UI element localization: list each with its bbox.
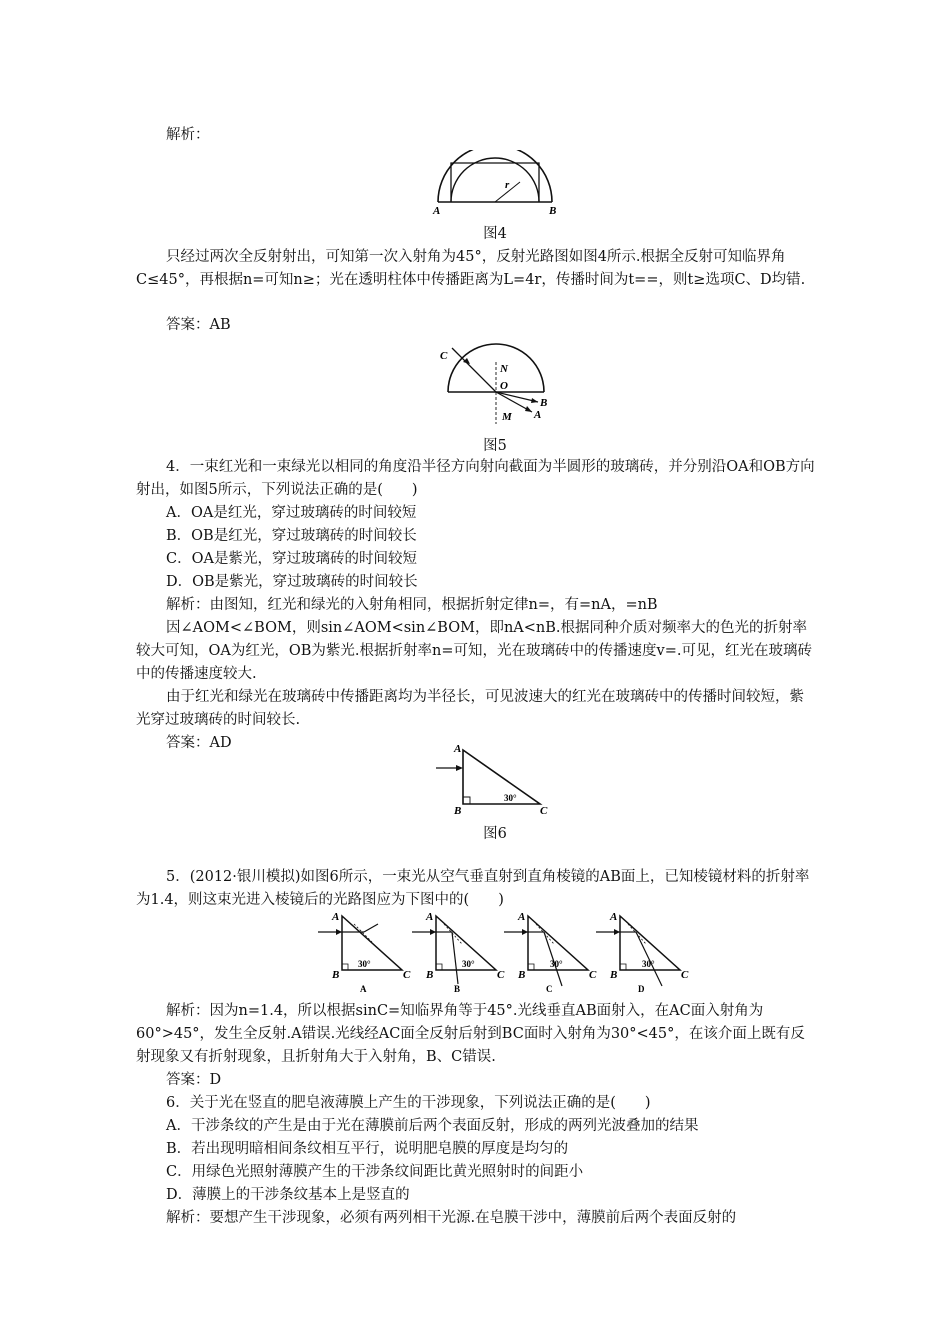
label-b: B [518, 969, 526, 981]
choice-diagram-a [312, 910, 414, 994]
arrow-oa [525, 406, 532, 412]
label-a: A [518, 911, 526, 923]
choice-letter: B [454, 984, 461, 994]
label-a: A [610, 911, 618, 923]
q4-option-b: B．OB是红光，穿过玻璃砖的时间较长 [166, 528, 417, 544]
arrow [522, 929, 528, 935]
angle-label: 30° [642, 959, 655, 969]
inner-semicircle [451, 158, 539, 202]
normal [354, 924, 372, 942]
label-c: C [403, 969, 411, 981]
figure-5 [430, 336, 560, 428]
figure-4 [425, 150, 565, 220]
angle-label: 30° [504, 793, 517, 803]
label-c: C [497, 969, 505, 981]
question-4: 4．一束红光和一束绿光以相同的角度沿半径方向射向截面为半圆形的玻璃砖，并分别沿OA和OB方向射出，如图5所示，下列说法正确的是( ) [136, 459, 815, 498]
incident-ray [452, 348, 496, 392]
q4-option-c: C．OA是紫光，穿过玻璃砖的时间较短 [166, 551, 417, 567]
normal [536, 924, 554, 944]
label-a: A [454, 743, 462, 755]
arrow [614, 929, 620, 935]
label-n: N [500, 363, 508, 375]
figure-6 [430, 740, 560, 818]
label-b: B [549, 205, 557, 217]
label-b: B [454, 805, 462, 817]
choice-letter: C [546, 984, 553, 994]
analysis-label: 解析： [166, 127, 210, 143]
label-m: M [502, 411, 512, 423]
label-b: B [610, 969, 618, 981]
choice-letter: A [360, 984, 367, 994]
q4-analysis-2: 因∠AOM<∠BOM，则sin∠AOM<sin∠BOM，即nA<nB.根据同种介质对频率大的色光的折射率较大可知，OA为红光，OB为紫光.根据折射率n=可知，光在玻璃砖中的传播速度v=.可见，红光在玻璃砖中的传播速度较大. [136, 620, 812, 682]
choice-diagram-d [590, 910, 692, 994]
right-angle [436, 964, 442, 970]
right-angle [528, 964, 534, 970]
answer-q3: 答案：AB [166, 317, 231, 333]
angle-label: 30° [550, 959, 563, 969]
arrow [430, 929, 436, 935]
exit-ray [364, 924, 378, 932]
label-c: C [681, 969, 689, 981]
answer-q5: 答案：D [166, 1072, 222, 1088]
q4-option-a: A．OA是红光，穿过玻璃砖的时间较短 [166, 505, 417, 521]
normal [628, 924, 646, 944]
answer-q4: 答案：AD [166, 735, 232, 751]
q6-option-b: B．若出现明暗相间条纹相互平行，说明肥皂膜的厚度是均匀的 [166, 1141, 569, 1157]
label-c: C [589, 969, 597, 981]
question-5: 5．(2012·银川模拟)如图6所示，一束光从空气垂直射到直角棱镜的AB面上，已知棱镜材料的折射率为1.4，则这束光进入棱镜后的光路图应为下图中的( ) [136, 869, 810, 908]
q6-option-d: D．薄膜上的干涉条纹基本上是竖直的 [166, 1187, 410, 1203]
label-a: A [426, 911, 434, 923]
angle-label: 30° [358, 959, 371, 969]
label-a: A [534, 409, 542, 421]
label-r: r [505, 179, 510, 191]
q4-option-d: D．OB是紫光，穿过玻璃砖的时间较长 [166, 574, 418, 590]
question-6: 6．关于光在竖直的肥皂液薄膜上产生的干涉现象，下列说法正确的是( ) [166, 1095, 651, 1111]
label-a: A [332, 911, 340, 923]
label-b: B [426, 969, 434, 981]
right-angle-mark [463, 797, 470, 804]
incident-arrow [456, 765, 463, 771]
label-b: B [540, 397, 548, 409]
label-o: O [500, 380, 508, 392]
right-angle [342, 964, 348, 970]
q6-analysis: 解析：要想产生干涉现象，必须有两列相干光源.在皂膜干涉中，薄膜前后两个表面反射的 [166, 1210, 737, 1226]
figure-5-caption: 图5 [483, 438, 507, 454]
figure-6-caption: 图6 [483, 826, 507, 842]
q4-analysis-1: 解析：由图知，红光和绿光的入射角相同，根据折射定律n=，有=nA，=nB [166, 597, 658, 613]
q6-option-c: C．用绿色光照射薄膜产生的干涉条纹间距比黄光照射时的间距小 [166, 1164, 584, 1180]
arrow [336, 929, 342, 935]
analysis-paragraph-q3: 只经过两次全反射射出，可知第一次入射角为45°，反射光路图如图4所示.根据全反射可知临界角C≤45°，再根据n=可知n≥；光在透明柱体中传播距离为L=4r，传播时间为t==，则t≥选项C、D均错. [136, 249, 806, 288]
light-path [451, 163, 539, 202]
choice-letter: D [638, 984, 645, 994]
prism-triangle [463, 750, 540, 804]
prism [342, 916, 402, 970]
choice-diagram-c [498, 910, 600, 994]
figure-4-caption: 图4 [483, 226, 507, 242]
q5-analysis: 解析：因为n=1.4，所以根据sinC=知临界角等于45°.光线垂直AB面射入，在AC面入射角为60°>45°，发生全反射.A错误.光线经AC面全反射后射到BC面时入射角为30°<45°，在该介面上既有反射现象又有折射现象，且折射角大于入射角，B、C错误. [136, 1003, 805, 1065]
right-angle [620, 964, 626, 970]
reflected-ray [452, 932, 458, 984]
label-b: B [332, 969, 340, 981]
q6-option-a: A．干涉条纹的产生是由于光在薄膜前后两个表面反射，形成的两列光波叠加的结果 [166, 1118, 699, 1134]
q4-analysis-3: 由于红光和绿光在玻璃砖中传播距离均为半径长，可见波速大的红光在玻璃砖中的传播时间较短，紫光穿过玻璃砖的时间较长. [136, 689, 804, 728]
choice-diagram-b [406, 910, 508, 994]
label-c: C [540, 805, 548, 817]
angle-label: 30° [462, 959, 475, 969]
label-a: A [433, 205, 441, 217]
label-c: C [440, 350, 448, 362]
